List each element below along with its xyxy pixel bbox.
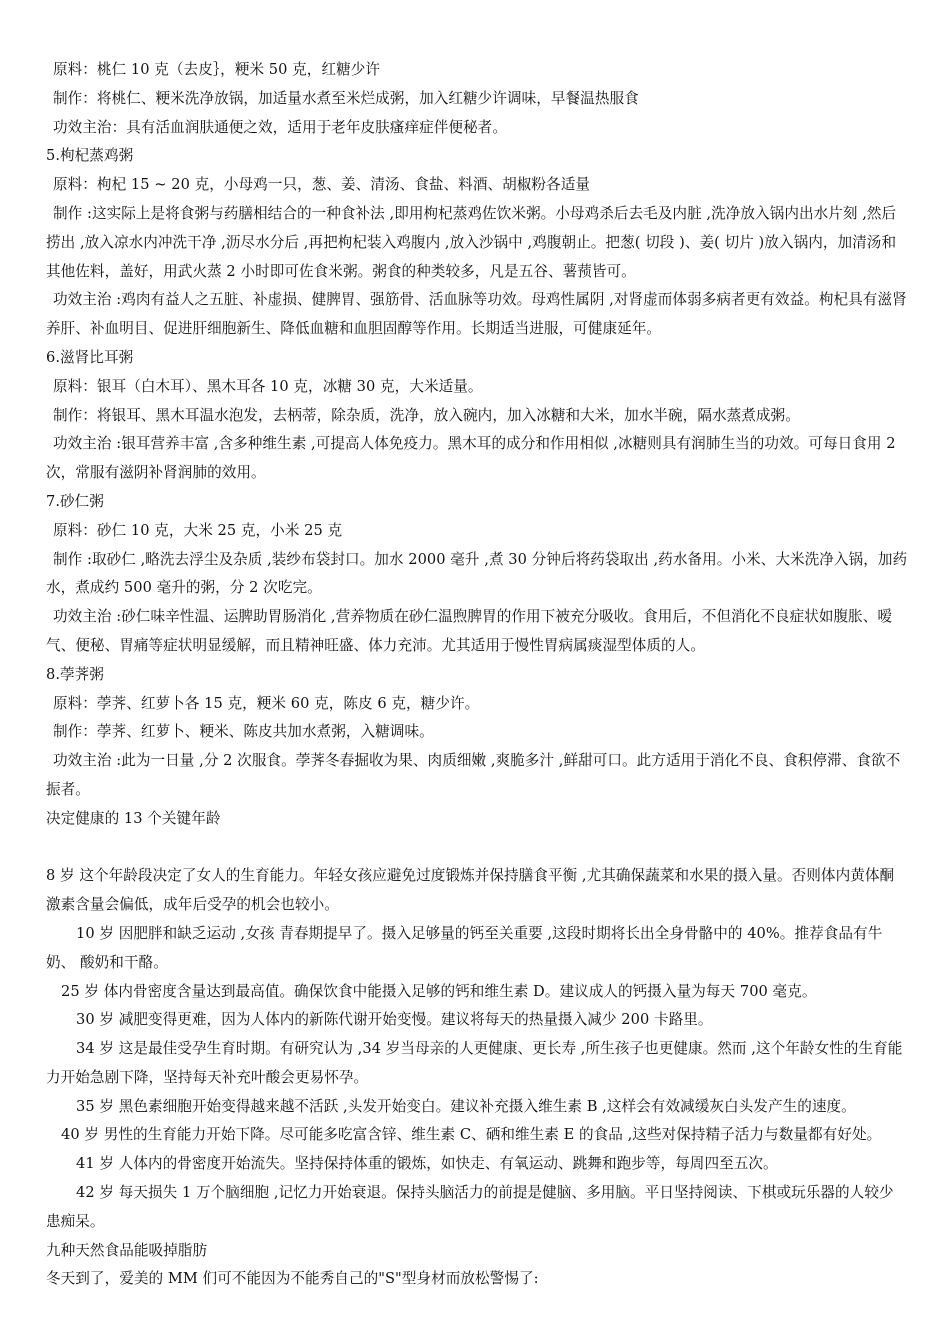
recipe-5-method: 制作 :这实际上是将食粥与药膳相结合的一种食补法 ,即用枸杞蒸鸡佐饮米粥。小母鸡杀后去毛及内脏 ,洗净放入锅内出水片刻 ,然后捞出 ,放入凉水内冲洗干净 ,沥尽水分后 ,再把枸杞装入鸡腹内 ,放入沙锅中 ,鸡腹朝止。把葱( 切段 )、姜( 切片 )放入锅内，加清汤和其他佐料，盖好，用武火蒸 2 小时即可佐食米粥。粥食的种类较多，凡是五谷、薯蓣皆可。 [46, 204, 897, 280]
recipe-4-method: 制作：将桃仁、粳米洗净放锅，加适量水煮至米烂成粥，加入红糖少许调味，早餐温热服食 [53, 89, 639, 107]
recipe-4-ingredients: 原料：桃仁 10 克（去皮｝，粳米 50 克，红糖少许 [53, 61, 381, 78]
recipe-7-effect: 功效主治 :砂仁味辛性温、运脾助胃肠消化 ,营养物质在砂仁温煦脾胃的作用下被充分吸收。食用后，不但消化不良症状如腹胀、嗳气、便秘、胃痛等症状明显缓解，而且精神旺盛、体力充沛。尤其适用于慢性胃病属痰湿型体质的人。 [46, 608, 893, 654]
age-34-paragraph: 34 岁 这是最佳受孕生育时期。有研究认为 ,34 岁当母亲的人更健康、更长寿 ,所生孩子也更健康。然而 ,这个年龄女性的生育能力开始急剧下降，坚持每天补充叶酸会更易怀孕。 [46, 1040, 903, 1086]
recipe-5-ingredients: 原料：枸杞 15 ~ 20 克，小母鸡一只，葱、姜、清汤、食盐、料酒、胡椒粉各适量 [53, 176, 590, 194]
recipe-8-method: 制作：荸荠、红萝卜、粳米、陈皮共加水煮粥，入糖调味。 [53, 723, 434, 741]
age-8-paragraph: 8 岁 这个年龄段决定了女人的生育能力。年轻女孩应避免过度锻炼并保持膳食平衡 ,尤其确保蔬菜和水果的摄入量。否则体内黄体酮激素含量会偏低，成年后受孕的机会也较小。 [46, 867, 895, 914]
recipe-8-ingredients: 原料：荸荠、红萝卜各 15 克，粳米 60 克，陈皮 6 克，糖少许。 [53, 694, 480, 712]
recipe-8-effect: 功效主治 :此为一日量 ,分 2 次服食。荸荠冬春掘收为果、肉质细嫩 ,爽脆多汁 ,鲜甜可口。此方适用于消化不良、食积停滞、食欲不振者。 [46, 752, 901, 798]
recipe-6-method: 制作：将银耳、黑木耳温水泡发，去柄蒂，除杂质，洗净，放入碗内，加入冰糖和大米，加水半碗，隔水蒸煮成粥。 [53, 406, 800, 424]
blank-line [46, 834, 908, 863]
recipe-6-effect: 功效主治 :银耳营养丰富 ,含多种维生素 ,可提高人体免疫力。黑木耳的成分和作用相似 ,冰糖则具有润肺生当的功效。可每日食用 2 次，常服有滋阴补肾润肺的效用。 [46, 435, 896, 482]
recipe-6-heading: 6.滋肾比耳粥 [46, 348, 134, 366]
age-40-paragraph: 40 岁 男性的生育能力开始下降。尽可能多吃富含锌、维生素 C、硒和维生素 E 的食品 ,这些对保持精子活力与数量都有好处。 [61, 1126, 882, 1144]
recipe-7-ingredients: 原料：砂仁 10 克，大米 25 克，小米 25 克 [53, 521, 343, 539]
age-41-paragraph: 41 岁 人体内的骨密度开始流失。坚持保持体重的锻炼，如快走、有氧运动、跳舞和跑步等，每周四至五次。 [76, 1155, 778, 1173]
recipe-7-method: 制作 :取砂仁 ,略洗去浮尘及杂质 ,装纱布袋封口。加水 2000 毫升 ,煮 30 分钟后将药袋取出 ,药水备用。小米、大米洗净入锅，加药水，煮成约 500 毫升的粥，分 2 次吃完。 [46, 550, 908, 597]
recipe-5-heading: 5.枸杞蒸鸡粥 [46, 147, 134, 165]
age-42-paragraph: 42 岁 每天损失 1 万个脑细胞 ,记忆力开始衰退。保持头脑活力的前提是健脑、多用脑。平日坚持阅读、下棋或玩乐器的人较少患痴呆。 [46, 1184, 894, 1230]
section-title-fat-foods: 九种天然食品能吸掉脂肪 [46, 1241, 208, 1259]
recipe-5-effect: 功效主治 :鸡肉有益人之五脏、补虚损、健脾胃、强筋骨、活血脉等功效。母鸡性属阴 ,对肾虚而体弱多病者更有效益。枸杞具有滋肾养肝、补血明目、促进肝细胞新生、降低血糖和血胆固醇等作用。长期适当进服，可健康延年。 [46, 291, 907, 338]
document-page [46, 56, 908, 1294]
intro-paragraph: 冬天到了，爱美的 MM 们可不能因为不能秀自己的"S"型身材而放松警惕了: [46, 1270, 539, 1288]
section-title-key-ages: 决定健康的 13 个关键年龄 [46, 809, 221, 827]
recipe-7-heading: 7.砂仁粥 [46, 492, 104, 510]
age-35-paragraph: 35 岁 黑色素细胞开始变得越来越不活跃 ,头发开始变白。建议补充摄入维生素 B ,这样会有效减缓灰白头发产生的速度。 [76, 1097, 856, 1115]
recipe-8-heading: 8.荸荠粥 [46, 665, 104, 683]
age-10-paragraph: 10 岁 因肥胖和缺乏运动 ,女孩 青春期提早了。摄入足够量的钙至关重要 ,这段时期将长出全身骨骼中的 40%。推荐食品有牛奶、 酸奶和干酪。 [46, 924, 883, 971]
recipe-6-ingredients: 原料：银耳（白木耳）、黑木耳各 10 克，冰糖 30 克，大米适量。 [53, 377, 483, 395]
age-25-paragraph: 25 岁 体内骨密度含量达到最高值。确保饮食中能摄入足够的钙和维生素 D。建议成人的钙摄入量为每天 700 毫克。 [61, 982, 817, 1000]
recipe-4-effect: 功效主治：具有活血润肤通便之效，适用于老年皮肤瘙痒症伴便秘者。 [53, 118, 507, 136]
age-30-paragraph: 30 岁 减肥变得更难，因为人体内的新陈代谢开始变慢。建议将每天的热量摄入减少 200 卡路里。 [76, 1011, 713, 1029]
